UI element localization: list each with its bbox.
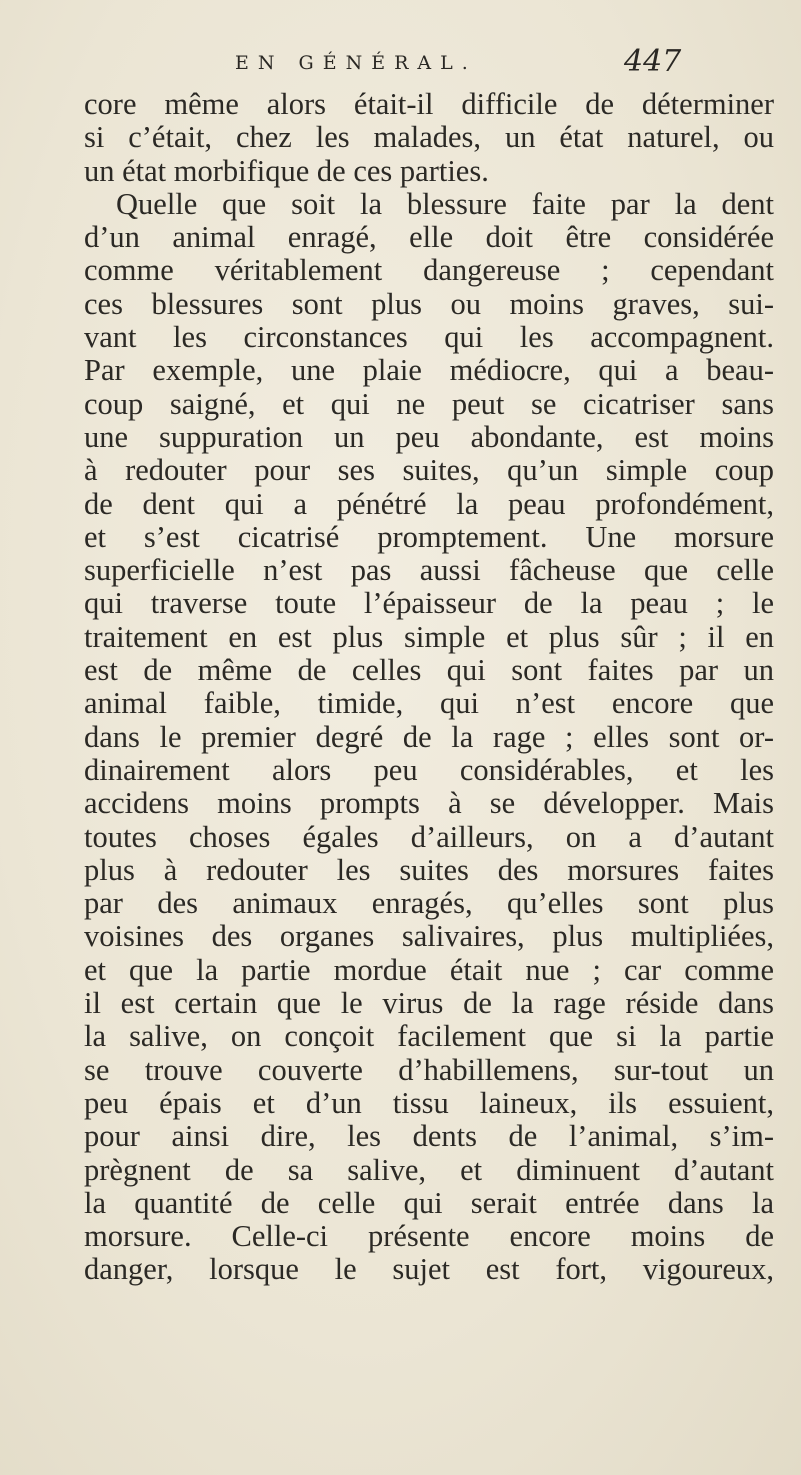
page-header xyxy=(0,44,801,92)
text-line: Par exemple, une plaie médiocre, qui a beau- xyxy=(84,353,774,388)
text-line: peu épais et d’un tissu laineux, ils essuient, xyxy=(84,1085,774,1120)
text-line: qui traverse toute l’épaisseur de la peau ; le xyxy=(84,586,774,621)
running-head: EN GÉNÉRAL. xyxy=(235,52,477,74)
text-line: est de même de celles qui sont faites par un xyxy=(84,653,775,688)
body-text xyxy=(84,88,774,1287)
text-line: si c’était, chez les malades, un état naturel, ou xyxy=(84,120,774,155)
text-line: superficielle n’est pas aussi fâcheuse que celle xyxy=(84,553,774,588)
text-line: comme véritablement dangereuse ; cependant xyxy=(84,253,774,288)
text-line: prègnent de sa salive, et diminuent d’autant xyxy=(84,1152,774,1187)
text-line: et que la partie mordue était nue ; car comme xyxy=(84,952,774,987)
text-line: morsure. Celle-ci présente encore moins de xyxy=(84,1219,774,1254)
text-line: un état morbifique de ces parties. xyxy=(84,153,489,188)
text-line: ces blessures sont plus ou moins graves, sui- xyxy=(84,286,774,321)
page-number: 447 xyxy=(624,44,682,79)
text-line: voisines des organes salivaires, plus multipliées, xyxy=(84,919,774,954)
text-line: accidens moins prompts à se développer. Mais xyxy=(84,786,774,821)
text-line: danger, lorsque le sujet est fort, vigoureux, xyxy=(84,1252,774,1287)
text-line: la salive, on conçoit facilement que si la partie xyxy=(84,1019,774,1054)
text-line: à redouter pour ses suites, qu’un simple coup xyxy=(84,453,774,488)
text-line: vant les circonstances qui les accompagnent. xyxy=(84,320,774,355)
text-line: d’un animal enragé, elle doit être considérée xyxy=(84,220,774,255)
text-line: core même alors était-il difficile de déterminer xyxy=(84,87,774,121)
text-line: il est certain que le virus de la rage réside dans xyxy=(84,986,774,1021)
text-line: traitement en est plus simple et plus sûr ; il en xyxy=(84,619,774,654)
text-line: se trouve couverte d’habillemens, sur-tout un xyxy=(84,1052,774,1087)
text-line: coup saigné, et qui ne peut se cicatriser sans xyxy=(84,386,774,421)
text-line: dans le premier degré de la rage ; elles sont or- xyxy=(84,719,774,754)
paragraph-first-line: Quelle que soit la blessure faite par la dent xyxy=(116,186,774,221)
text-line: la quantité de celle qui serait entrée dans la xyxy=(84,1185,774,1220)
text-line: et s’est cicatrisé promptement. Une morsure xyxy=(84,519,774,554)
text-line: toutes choses égales d’ailleurs, on a d’autant xyxy=(84,819,774,854)
text-line: de dent qui a pénétré la peau profondément, xyxy=(84,486,774,521)
text-line: par des animaux enragés, qu’elles sont plus xyxy=(84,886,774,921)
text-line: plus à redouter les suites des morsures faites xyxy=(84,852,774,887)
text-line: dinairement alors peu considérables, et les xyxy=(84,752,774,787)
text-line: pour ainsi dire, les dents de l’animal, s’im- xyxy=(84,1119,774,1154)
text-line: une suppuration un peu abondante, est moins xyxy=(84,419,774,454)
text-line: animal faible, timide, qui n’est encore que xyxy=(84,686,774,721)
